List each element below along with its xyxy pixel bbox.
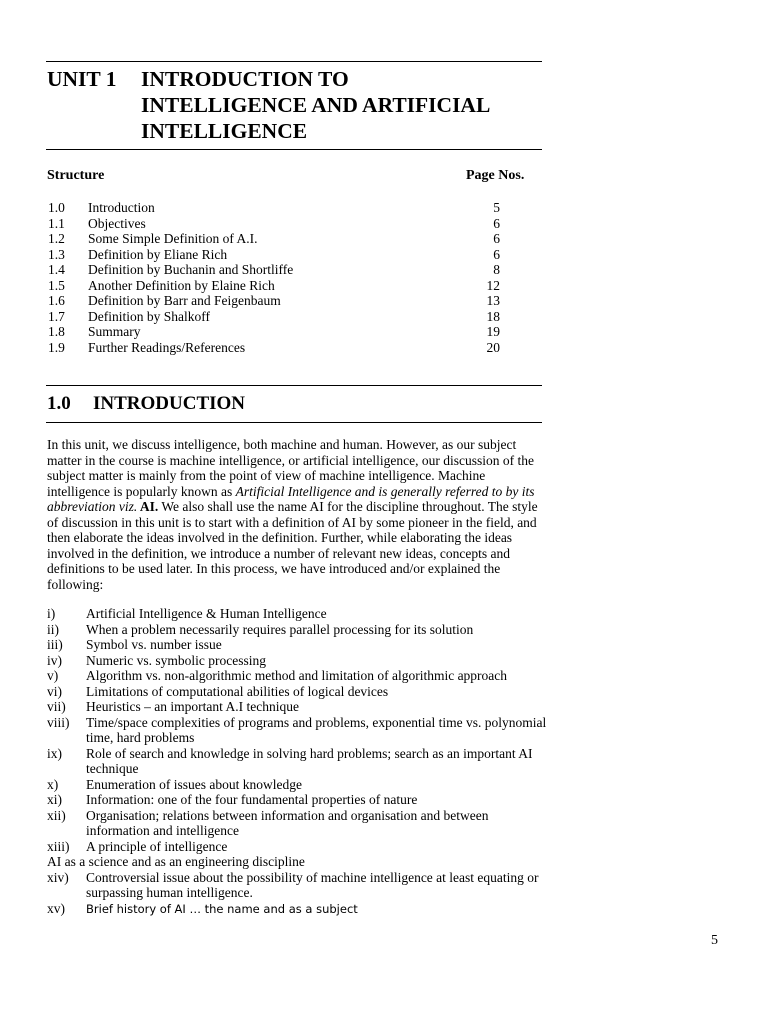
- list-text: Role of search and knowledge in solving hard problems; search as an important AI technique: [86, 745, 533, 776]
- list-text: Brief history of AI … the name and as a subject: [86, 901, 358, 916]
- toc-page: 6: [493, 215, 500, 231]
- list-text: Controversial issue about the possibility of machine intelligence at least equating or surpassing human intelligence.: [86, 869, 539, 900]
- toc-number: 1.1: [48, 215, 65, 231]
- list-number: ii): [47, 621, 59, 637]
- unit-title: [141, 66, 551, 144]
- toc-page: 13: [486, 293, 500, 308]
- list-item: [47, 715, 547, 746]
- list-item: [47, 684, 547, 700]
- toc-row[interactable]: [48, 340, 508, 356]
- toc-number: 1.2: [48, 231, 65, 246]
- topics-list: [47, 606, 547, 917]
- toc-page: 19: [486, 324, 500, 339]
- list-text: Algorithm vs. non-algorithmic method and limitation of algorithmic approach: [86, 668, 508, 683]
- toc-title: Definition by Barr and Feigenbaum: [88, 293, 281, 308]
- toc-row[interactable]: [48, 293, 508, 309]
- toc-number: 1.6: [48, 293, 65, 308]
- list-item-unnumbered: [47, 854, 547, 870]
- list-text: Symbol vs. number issue: [86, 637, 222, 652]
- list-number: vi): [47, 683, 62, 699]
- list-number: ix): [47, 745, 62, 761]
- list-number: xiii): [47, 838, 70, 854]
- unit-title-line: INTRODUCTION TO: [141, 67, 349, 91]
- toc-number: 1.7: [48, 308, 65, 324]
- intro-paragraph: [47, 437, 539, 592]
- toc-number: 1.3: [48, 246, 65, 262]
- toc-page: 6: [493, 246, 500, 262]
- list-number: viii): [47, 714, 70, 730]
- toc-page: 5: [493, 200, 500, 215]
- list-text: When a problem necessarily requires parallel processing for its solution: [86, 621, 474, 637]
- list-item: [47, 699, 547, 715]
- list-number: iii): [47, 637, 63, 652]
- intro-text: In this unit, we discuss intelligence, both machine and human. However, as our subject matter in the course is machine intelligence, or artificial intelligence, our discussion of the subject matter is mainly from the point of view of machine intelligence. Machine intelligence is popularly known as: [47, 437, 534, 499]
- toc-number: 1.0: [48, 200, 65, 215]
- list-number: v): [47, 668, 59, 683]
- list-number: i): [47, 606, 56, 621]
- list-number: xi): [47, 792, 62, 807]
- toc-title: Definition by Shalkoff: [88, 308, 210, 324]
- list-item: [47, 777, 547, 793]
- list-item: [47, 637, 547, 653]
- toc-row[interactable]: [48, 262, 508, 278]
- toc-number: 1.8: [48, 324, 65, 339]
- list-text: AI as a science and as an engineering discipline: [47, 854, 305, 869]
- list-number: xiv): [47, 869, 69, 885]
- toc-page: 6: [493, 231, 500, 246]
- list-text: Artificial Intelligence & Human Intelligence: [86, 606, 327, 621]
- list-item: [47, 808, 547, 839]
- list-text: A principle of intelligence: [86, 838, 228, 854]
- list-text: Numeric vs. symbolic processing: [86, 652, 266, 668]
- list-text: Heuristics – an important A.I technique: [86, 699, 299, 714]
- list-number: xii): [47, 807, 66, 823]
- list-text: Time/space complexities of programs and problems, exponential time vs. polynomial time, hard problems: [86, 714, 547, 745]
- list-number: vii): [47, 699, 66, 714]
- page-number: 5: [711, 933, 718, 948]
- toc-row[interactable]: [48, 309, 508, 325]
- toc-number: 1.9: [48, 339, 65, 355]
- toc-title: Introduction: [88, 200, 155, 215]
- toc-number: 1.4: [48, 262, 65, 277]
- structure-heading: Structure: [47, 168, 105, 183]
- title-bottom-rule: [46, 149, 542, 150]
- toc-row[interactable]: [48, 247, 508, 263]
- toc-title: Another Definition by Elaine Rich: [88, 277, 275, 293]
- toc-row[interactable]: [48, 231, 508, 247]
- section-bottom-rule: [46, 422, 542, 423]
- top-rule: [46, 61, 542, 62]
- list-number: xv): [47, 900, 65, 916]
- toc-title: Objectives: [88, 215, 146, 231]
- page-nos-heading: Page Nos.: [466, 168, 525, 183]
- toc-title: Definition by Eliane Rich: [88, 246, 228, 262]
- toc-number: 1.5: [48, 277, 65, 293]
- list-item: [47, 606, 547, 622]
- toc-row[interactable]: [48, 324, 508, 340]
- section-top-rule: [46, 385, 542, 386]
- table-of-contents: [48, 200, 508, 355]
- toc-row[interactable]: [48, 216, 508, 232]
- section-title: INTRODUCTION: [93, 393, 246, 414]
- toc-page: 12: [486, 277, 500, 293]
- list-item: [47, 668, 547, 684]
- list-item: [47, 839, 547, 855]
- toc-title: Summary: [88, 324, 141, 339]
- toc-row[interactable]: [48, 278, 508, 294]
- intro-italic-text: Artificial Intelligence and is generally referred to by its abbreviation viz.: [47, 483, 535, 514]
- list-number: x): [47, 776, 59, 792]
- list-text: Limitations of computational abilities of logical devices: [86, 683, 389, 699]
- unit-label: UNIT 1: [47, 67, 117, 91]
- unit-title-line: INTELLIGENCE AND ARTIFICIAL: [141, 93, 491, 117]
- list-item: [47, 870, 547, 901]
- toc-page: 18: [486, 308, 500, 324]
- list-text: Enumeration of issues about knowledge: [86, 776, 302, 792]
- list-item: [47, 746, 547, 777]
- toc-title: Definition by Buchanin and Shortliffe: [88, 262, 294, 277]
- list-item: [47, 792, 547, 808]
- intro-text-continued: We also shall use the name AI for the discipline throughout. The style of discussion in this unit is to start with a definition of AI by some pioneer in the field, and then elaborate the ideas involved in the definition. Further, while elaborating the ideas involved in the definition, we introduce a number of relevant new ideas, concepts and definitions to be used later. In this process, we have introduced and/or explained the following:: [47, 499, 538, 592]
- list-text: Organisation; relations between information and organisation and between information and intelligence: [86, 807, 489, 838]
- list-item: [47, 653, 547, 669]
- toc-page: 20: [486, 339, 500, 355]
- intro-bold-text: AI.: [137, 499, 159, 514]
- section-number: 1.0: [47, 393, 71, 414]
- section-heading: [47, 393, 245, 415]
- toc-page: 8: [493, 262, 500, 277]
- list-item: [47, 901, 547, 918]
- toc-title: Some Simple Definition of A.I.: [88, 231, 258, 246]
- list-item: [47, 622, 547, 638]
- toc-row[interactable]: [48, 200, 508, 216]
- unit-title-line: INTELLIGENCE: [141, 119, 308, 143]
- list-text: Information: one of the four fundamental properties of nature: [86, 792, 418, 807]
- list-number: iv): [47, 652, 62, 668]
- toc-title: Further Readings/References: [88, 339, 246, 355]
